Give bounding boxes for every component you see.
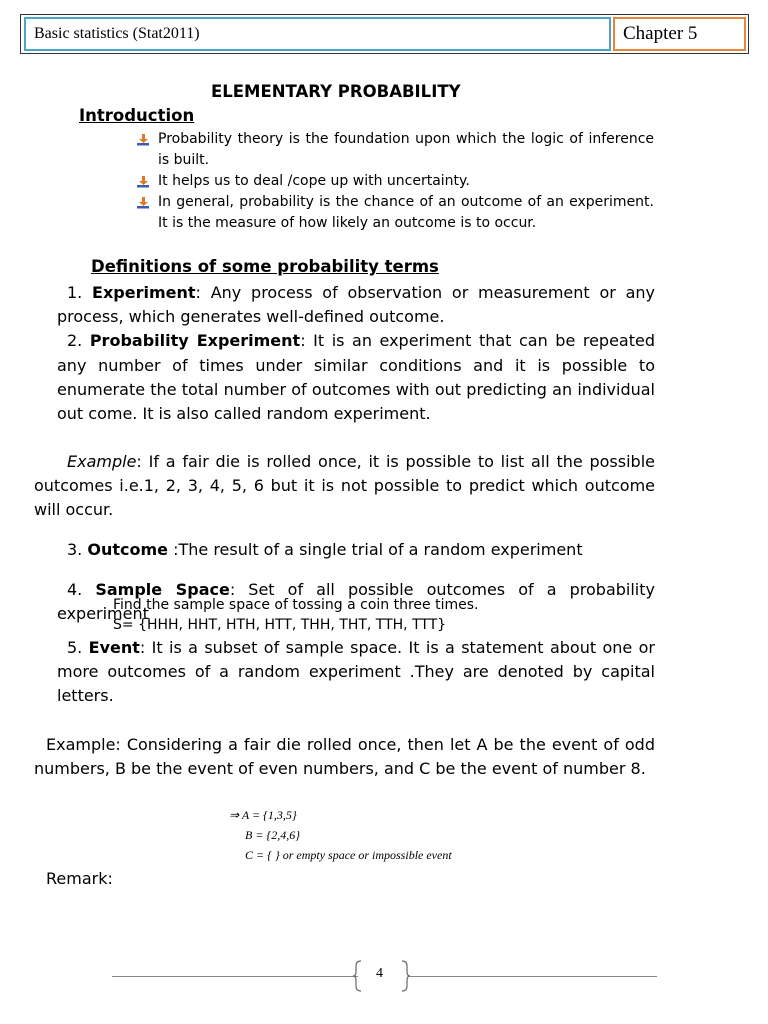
sample-space-question: Find the sample space of tossing a coin three times. bbox=[113, 597, 479, 613]
definition-term: Experiment bbox=[92, 283, 196, 302]
bullet-item bbox=[136, 192, 654, 234]
example-events: Example: Considering a fair die rolled once, then let A be the event of odd numbers, B be the event of even numbers, and C be the event of number 8. bbox=[34, 735, 655, 779]
definitions-items-1-2 bbox=[57, 281, 655, 426]
left-brace-icon bbox=[352, 960, 362, 992]
header-course-title: Basic statistics (Stat2011) bbox=[24, 17, 611, 51]
footer-rule-right bbox=[410, 976, 657, 977]
math-set-c: C = { } or empty space or impossible event bbox=[245, 848, 452, 862]
bullet-item bbox=[136, 171, 654, 192]
footer-rule-left bbox=[112, 976, 358, 977]
definition-term: Probability Experiment bbox=[89, 331, 301, 351]
bullet-item bbox=[136, 129, 654, 171]
remark-label: Remark: bbox=[46, 869, 113, 888]
bullet-text: Probability theory is the foundation upon which the logic of inference is built. bbox=[158, 131, 654, 168]
definition-item: 4. Sample Space: Set of all possible outcomes of a probability experiment bbox=[57, 580, 655, 624]
arrow-bullet-icon bbox=[136, 176, 150, 188]
definition-term: Sample Space bbox=[95, 580, 230, 600]
math-set-b: B = {2,4,6} bbox=[245, 828, 301, 842]
definition-text: : It is an experiment that can be repeated any number of times under similar conditions and it is possible to enumerate the total number of outcomes with out predicting an individual out come. It is also called random experiment. bbox=[57, 331, 656, 424]
introduction-bullets bbox=[136, 129, 654, 234]
definition-item: 1. Experiment: Any process of observation or measurement or any process, which generates well-defined outcome. bbox=[57, 283, 655, 327]
definition-item-5: 5. Event: It is a subset of sample space. It is a statement about one or more outcomes of a random experiment .They are denoted by capital letters. bbox=[57, 638, 655, 706]
introduction-heading: Introduction bbox=[79, 106, 195, 125]
sample-space-answer: S= {HHH, HHT, HTH, HTT, THH, THT, TTH, TTT} bbox=[113, 617, 447, 633]
definition-item: 3. Outcome :The result of a single trial of a random experiment bbox=[67, 540, 583, 559]
definition-text: :The result of a single trial of a random experiment bbox=[168, 540, 583, 559]
header-chapter: Chapter 5 bbox=[613, 17, 746, 51]
definitions-heading: Definitions of some probability terms bbox=[91, 257, 439, 276]
definition-term: Event bbox=[88, 638, 140, 657]
bullet-text: In general, probability is the chance of an outcome of an experiment. It is the measure of how likely an outcome is to occur. bbox=[158, 194, 654, 231]
example-text: : If a fair die is rolled once, it is possible to list all the possible outcomes i.e.1, 2, 3, 4, 5, 6 but it is not possible to predict which outcome will occur. bbox=[34, 452, 655, 520]
arrow-bullet-icon bbox=[136, 197, 150, 209]
bullet-text: It helps us to deal /cope up with uncertainty. bbox=[158, 173, 470, 189]
example-die bbox=[34, 450, 655, 523]
definition-item: 2. Probability Experiment: It is an experiment that can be repeated any number of times under similar conditions and it is possible to enumerate the total number of outcomes with out predicting an individual out come. It is also called random experiment. bbox=[57, 331, 656, 424]
page-number: 4 bbox=[376, 966, 383, 981]
math-set-a: ⇒ A = {1,3,5} bbox=[229, 808, 297, 822]
example-label: Example bbox=[67, 452, 137, 471]
definition-text: : Set of all possible outcomes of a probability experiment bbox=[57, 580, 655, 624]
arrow-bullet-icon bbox=[136, 134, 150, 146]
page-title: ELEMENTARY PROBABILITY bbox=[211, 82, 461, 101]
definition-text: : It is a subset of sample space. It is a statement about one or more outcomes of a random experiment .They are denoted by capital letters. bbox=[57, 638, 655, 706]
definition-text: : Any process of observation or measurement or any process, which generates well-defined outcome. bbox=[57, 283, 655, 327]
definition-term: Outcome bbox=[87, 540, 168, 559]
